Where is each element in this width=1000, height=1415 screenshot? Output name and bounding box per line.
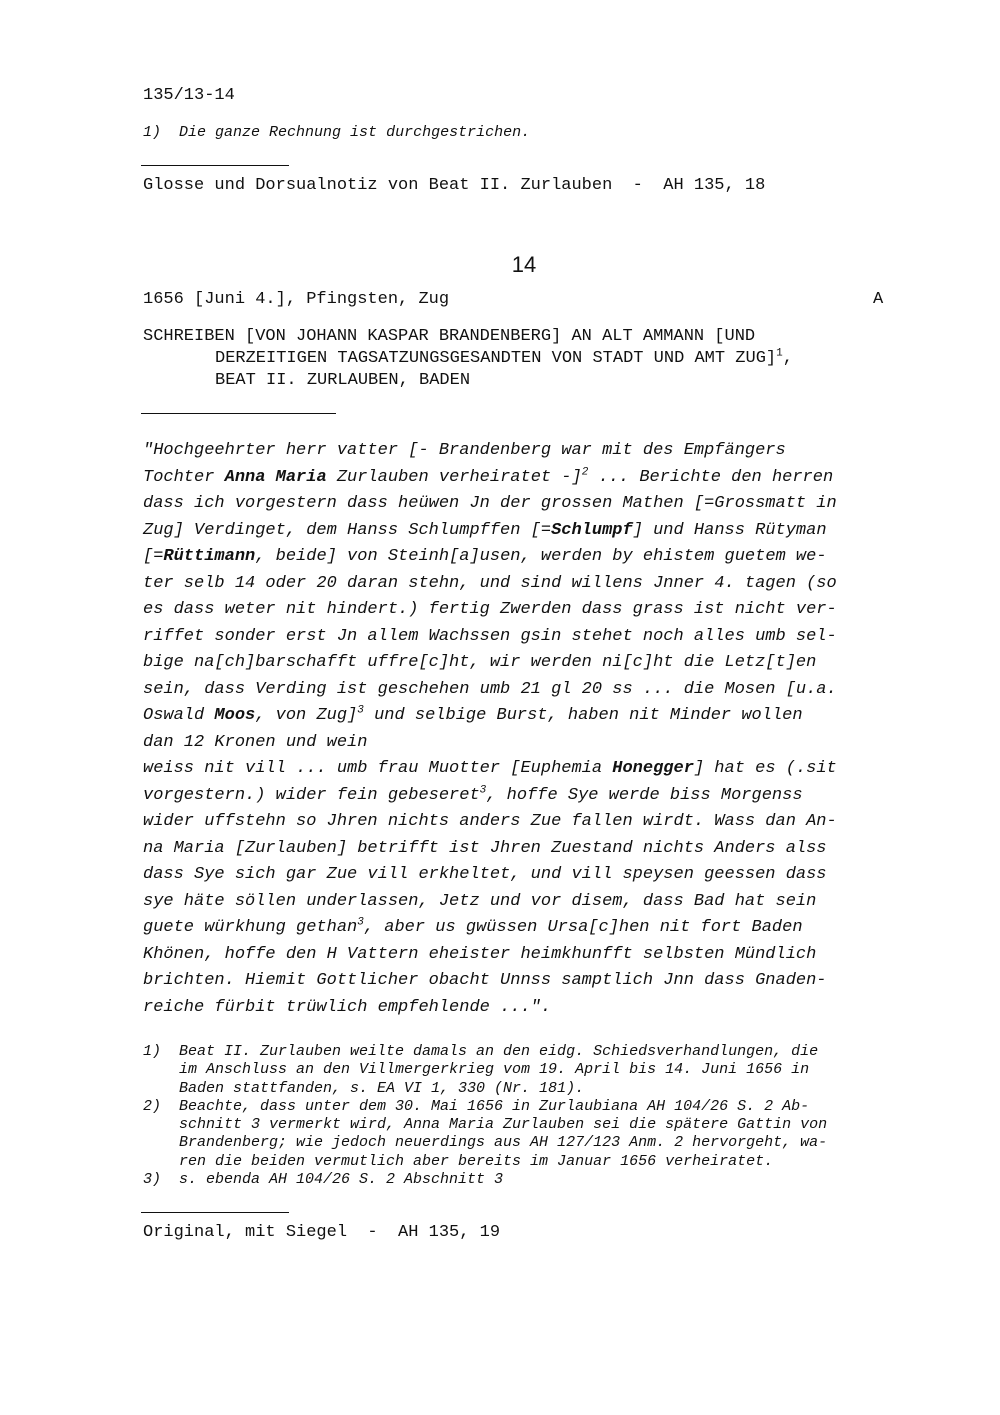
footnote-3-line: 3) s. ebenda AH 104/26 S. 2 Abschnitt 3	[143, 1171, 504, 1189]
title-footnote-ref: 1	[776, 347, 783, 360]
text-line: weiss nit vill ... umb frau Muotter [Euphemia Honegger] hat es (.sit	[143, 759, 837, 778]
text-line: [=Rüttimann, beide] von Steinh[a]usen, werden by ehistem guetem we-	[143, 547, 827, 566]
footnote-2-line: ren die beiden vermutlich aber bereits im Januar 1656 verheiratet.	[179, 1152, 774, 1170]
footnote-ref: 3	[479, 783, 487, 796]
text-line: dan 12 Kronen und wein	[143, 732, 368, 752]
footnote-number: 1)	[143, 124, 162, 141]
text-line: es dass weter nit hindert.) fertig Zwerden dass grass ist nicht ver-	[143, 600, 837, 619]
footnote-1-line: im Anschluss an den Villmergerkrieg vom 19. April bis 14. Juni 1656 in	[179, 1061, 810, 1079]
text-line: riffet sonder erst Jn allem Wachssen gsin stehet noch alles umb sel-	[143, 626, 837, 646]
footnote-1-line: Baden stattfanden, s. EA VI 1, 330 (Nr. 181).	[179, 1079, 585, 1097]
text-line: Oswald Moos, von Zug]$^3$ und selbige Burst, haben nit Minder wollen	[143, 704, 803, 725]
text-line: sein, dass Verding ist geschehen umb 21 gl 20 ss ... die Mosen [u.a.	[143, 679, 837, 699]
text-line: Khönen, hoffe den H Vattern eheister heimkhunfft selbsten Mündlich	[143, 944, 817, 964]
text-line: bige na[ch]barschafft uffre[c]ht, wir werden ni[c]ht die Letz[t]en	[143, 653, 817, 672]
title-line-3: BEAT II. ZURLAUBEN, BADEN	[215, 371, 471, 390]
text-line: dass ich vorgestern dass heüwen Jn der grossen Mathen [=Grossmatt in	[143, 494, 837, 513]
person-name: Honegger	[612, 759, 694, 778]
source-rule	[141, 1212, 289, 1213]
document-number: 14	[511, 252, 537, 277]
text-line: brichten. Hiemit Gottlicher obacht Unnss samptlich Jnn dass Gnaden-	[143, 971, 827, 990]
text-line: dass Sye sich gar Zue vill erkheltet, und vill speysen geessen dass	[143, 865, 827, 884]
person-name: Rüttimann	[163, 547, 256, 566]
footnotes	[143, 1043, 923, 1189]
footnote-2-line: schnitt 3 vermerkt wird, Anna Maria Zurlauben sei die spätere Gattin von	[179, 1116, 828, 1134]
footnote-rule	[141, 165, 289, 166]
page-reference: 135/13-14	[143, 86, 235, 105]
title-rule	[141, 413, 336, 414]
text-line: guete würkhung gethan$^3$, aber us gwüssen Ursa[c]hen nit fort Baden	[143, 916, 803, 937]
person-name: Schlumpf	[551, 520, 633, 540]
document-marker: A	[873, 290, 884, 309]
title-line-2: DERZEITIGEN TAGSATZUNGSGESANDTEN VON STADT UND AMT ZUG]$^1$,	[215, 347, 793, 368]
document-title	[143, 326, 913, 392]
text-line: wider uffstehn so Jhren nichts anders Zue fallen wirdt. Wass dan An-	[143, 812, 837, 831]
footnote-text: Die ganze Rechnung ist durchgestrichen.	[179, 124, 531, 141]
text-line: Tochter Anna Maria Zurlauben verheiratet -]$^2$ ... Berichte den herren	[143, 465, 834, 487]
footnote-ref: 3	[357, 916, 364, 929]
footnote-ref: 3	[357, 704, 364, 717]
text-line: na Maria [Zurlauben] betrifft ist Jhren Zuestand nichts Anders alss	[143, 838, 827, 858]
person-name: Anna Maria	[224, 467, 327, 487]
text-line: ter selb 14 oder 20 daran stehn, und sind willens Jnner 4. tagen (so	[143, 573, 837, 593]
text-line: sye häte söllen underlassen, Jetz und vor disem, dass Bad hat sein	[143, 891, 817, 911]
text-line: vorgestern.) wider fein gebeseret$^3$, hoffe Sye werde biss Morgenss	[143, 783, 803, 805]
person-name: Moos	[214, 706, 256, 725]
previous-source-line: Glosse und Dorsualnotiz von Beat II. Zurlauben - AH 135, 18	[143, 176, 766, 195]
title-line-1: SCHREIBEN [VON JOHANN KASPAR BRANDENBERG] AN ALT AMMANN [UND	[143, 327, 756, 346]
footnote-2-line: Brandenberg; wie jedoch neuerdings aus AH 127/123 Anm. 2 hervorgeht, wa-	[179, 1134, 828, 1152]
footnote-ref: 2	[581, 465, 589, 478]
text-line: "Hochgeehrter herr vatter [- Brandenberg war mit des Empfängers	[143, 441, 786, 460]
letter-text	[143, 438, 913, 1021]
footnote-1-line: 1) Beat II. Zurlauben weilte damals an den eidg. Schiedsverhandlungen, die	[143, 1043, 819, 1060]
date-place-line: 1656 [Juni 4.], Pfingsten, Zug	[143, 290, 450, 309]
footnote-2-line: 2) Beachte, dass unter dem 30. Mai 1656 in Zurlaubiana AH 104/26 S. 2 Ab-	[143, 1097, 810, 1115]
text-line: Zug] Verdinget, dem Hanss Schlumpffen [=Schlumpf] und Hanss Rütyman	[143, 520, 827, 540]
previous-footnote	[143, 124, 530, 141]
text-line: reiche fürbit trüwlich empfehlende ...".	[143, 997, 552, 1017]
source-line: Original, mit Siegel - AH 135, 19	[143, 1223, 501, 1242]
